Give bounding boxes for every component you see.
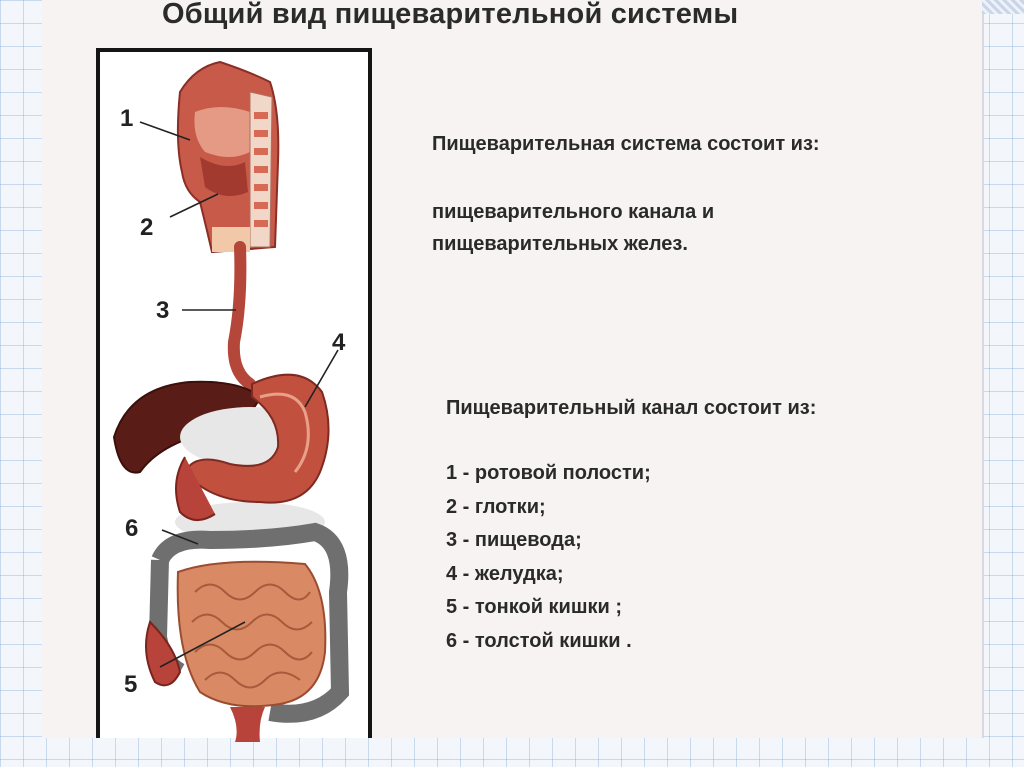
digestive-system-illustration <box>100 52 368 742</box>
label-6: 6 <box>125 515 139 542</box>
list-item: 2 - глотки; <box>446 495 546 518</box>
label-3: 3 <box>156 297 170 324</box>
slide-edge <box>982 0 984 738</box>
label-1: 1 <box>120 105 134 132</box>
list-item: 3 - пищевода; <box>446 529 582 551</box>
label-5: 5 <box>124 671 138 698</box>
corner-decoration <box>982 0 1024 14</box>
head-section <box>178 62 278 252</box>
esophagus <box>234 247 250 384</box>
small-intestine <box>178 562 326 707</box>
label-2: 2 <box>140 214 154 241</box>
list-item: 5 - тонкой кишки ; <box>446 596 623 618</box>
slide <box>42 0 982 738</box>
list-item: 4 - желудка; <box>446 562 564 585</box>
slide-title: Общий вид пищеварительной системы <box>162 0 739 30</box>
canal-heading: Пищеварительный канал состоит из: <box>446 397 817 419</box>
anatomy-figure <box>96 48 372 738</box>
system-intro: Пищеварительная система состоит из: <box>432 133 820 155</box>
list-item: 1 - ротовой полости; <box>446 462 651 484</box>
system-definition-line1: пищеварительного канала и <box>432 201 715 223</box>
label-4: 4 <box>332 329 346 356</box>
system-definition-line2: пищеварительных желез. <box>432 233 688 255</box>
list-item: 6 - толстой кишки . <box>446 629 632 652</box>
canal-parts-list <box>446 457 651 658</box>
